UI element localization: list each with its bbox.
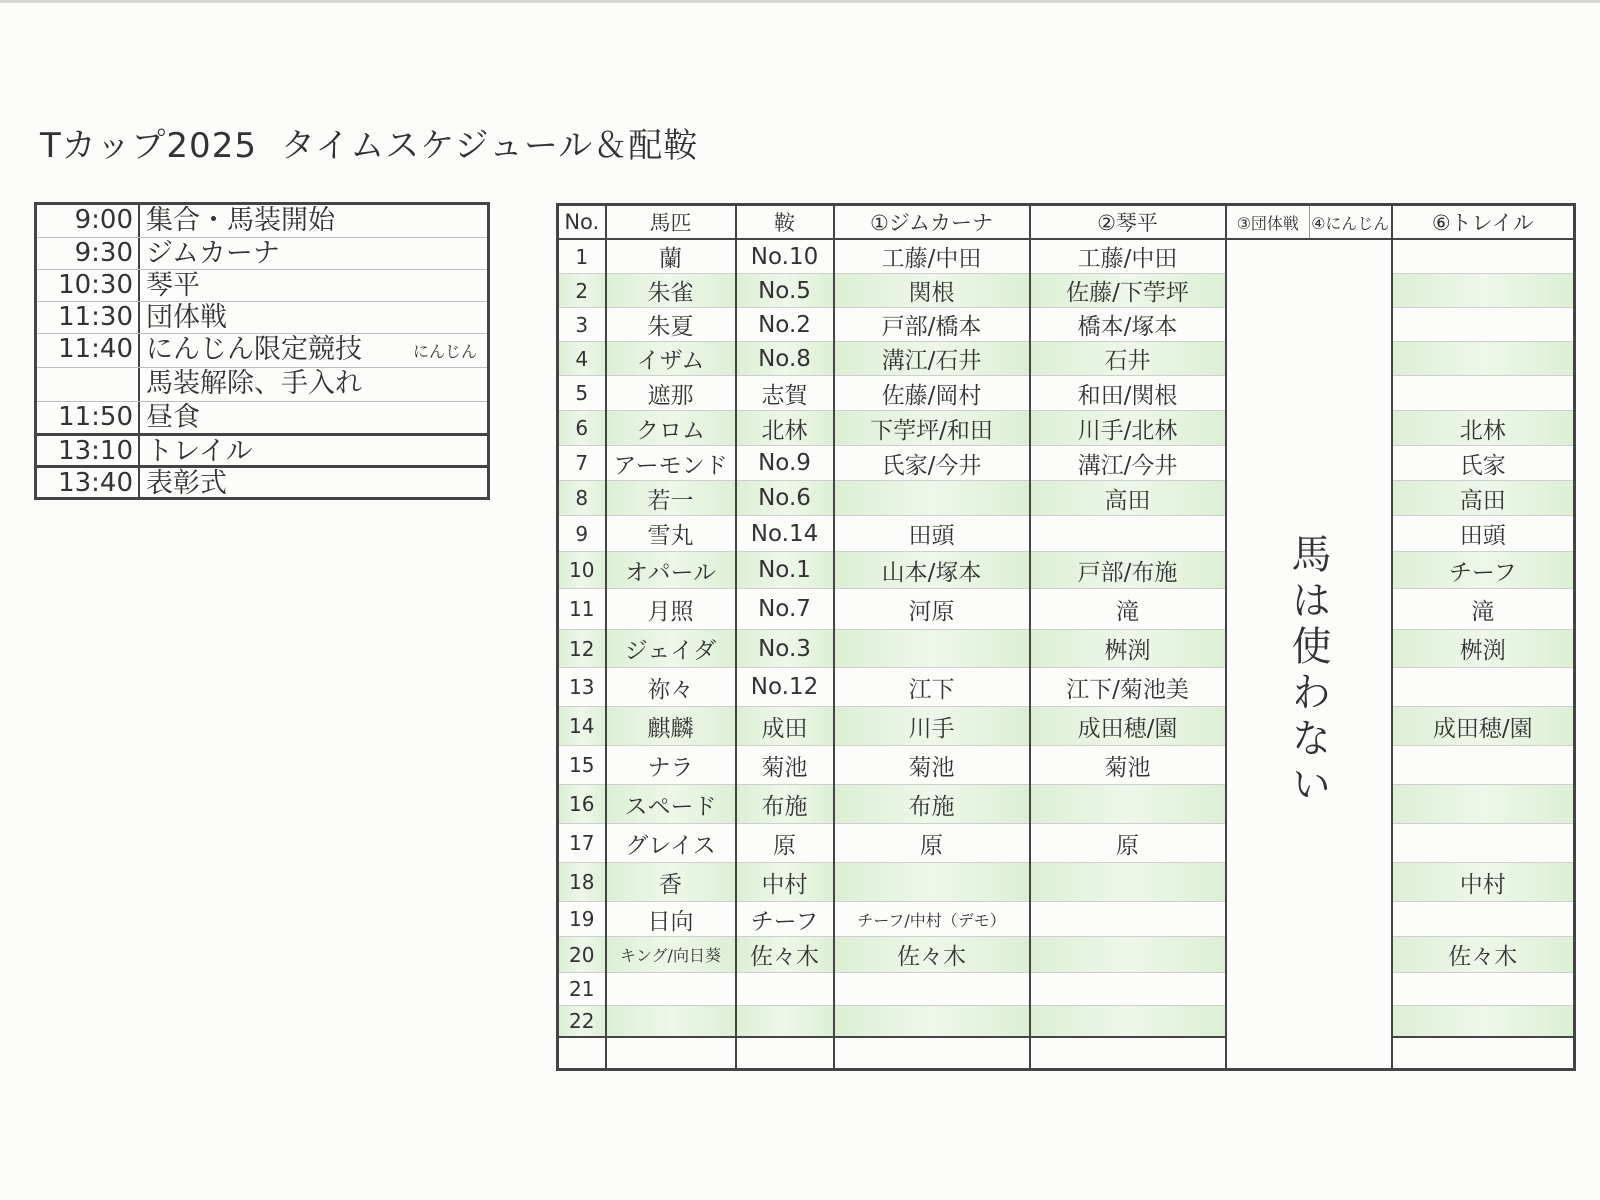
table-row xyxy=(558,707,1575,746)
cell-saddle: No.8 xyxy=(736,342,834,376)
cell-trail: 北林 xyxy=(1392,411,1575,446)
cell-no: 22 xyxy=(558,1006,606,1038)
cell-gymkhana: 田頭 xyxy=(834,516,1030,552)
cell-kotohira: 成田穂/園 xyxy=(1030,707,1226,746)
cell-trail xyxy=(1392,785,1575,824)
cell-saddle: チーフ xyxy=(736,902,834,937)
cell-no: 7 xyxy=(558,446,606,481)
cell-kotohira xyxy=(1030,1006,1226,1038)
schedule-row xyxy=(37,433,487,465)
cell-no: 15 xyxy=(558,746,606,785)
schedule-time: 10:30 xyxy=(37,270,140,301)
cell-saddle: No.6 xyxy=(736,481,834,516)
cell-trail: 桝渕 xyxy=(1392,630,1575,668)
table-row xyxy=(558,342,1575,376)
cell-gymkhana: 佐々木 xyxy=(834,937,1030,973)
cell-kotohira: 滝 xyxy=(1030,589,1226,630)
cell-kotohira: 菊池 xyxy=(1030,746,1226,785)
schedule-note: にんじん xyxy=(412,342,477,361)
cell-gymkhana: 山本/塚本 xyxy=(834,552,1030,589)
cell-gymkhana: 溝江/石井 xyxy=(834,342,1030,376)
table-row xyxy=(558,481,1575,516)
cell-no: 5 xyxy=(558,376,606,411)
cell-trail xyxy=(1392,1006,1575,1038)
cell-horse: アーモンド xyxy=(606,446,736,481)
cell-trail xyxy=(1392,376,1575,411)
table-row-empty xyxy=(558,1037,1575,1070)
cell-no: 11 xyxy=(558,589,606,630)
cell-no: 14 xyxy=(558,707,606,746)
cell-no: 1 xyxy=(558,239,606,274)
table-row xyxy=(558,552,1575,589)
table-row xyxy=(558,785,1575,824)
cell-gymkhana: 関根 xyxy=(834,274,1030,308)
cell-saddle: 成田 xyxy=(736,707,834,746)
cell-no: 17 xyxy=(558,824,606,863)
table-row xyxy=(558,274,1575,308)
schedule-row xyxy=(37,367,487,401)
cell-horse: グレイス xyxy=(606,824,736,863)
schedule-row xyxy=(37,401,487,433)
cell-saddle: 中村 xyxy=(736,863,834,902)
cell-kotohira: 橋本/塚本 xyxy=(1030,308,1226,342)
cell-trail xyxy=(1392,902,1575,937)
cell-horse: 日向 xyxy=(606,902,736,937)
empty-cell xyxy=(1392,1037,1575,1070)
cell-horse: オパール xyxy=(606,552,736,589)
cell-gymkhana xyxy=(834,630,1030,668)
cell-horse xyxy=(606,973,736,1006)
schedule-event: 琴平 xyxy=(146,270,200,301)
cell-saddle: No.12 xyxy=(736,668,834,707)
cell-trail: 氏家 xyxy=(1392,446,1575,481)
schedule-time: 11:50 xyxy=(37,402,140,433)
table-row xyxy=(558,973,1575,1006)
cell-gymkhana: 戸部/橋本 xyxy=(834,308,1030,342)
scan-edge xyxy=(0,0,1600,3)
schedule-event: 団体戦 xyxy=(146,302,227,333)
cell-kotohira: 溝江/今井 xyxy=(1030,446,1226,481)
cell-kotohira xyxy=(1030,902,1226,937)
cell-horse: イザム xyxy=(606,342,736,376)
cell-no: 6 xyxy=(558,411,606,446)
header-kotohira: ②琴平 xyxy=(1030,205,1226,240)
cell-trail: チーフ xyxy=(1392,552,1575,589)
cell-gymkhana: チーフ/中村（デモ） xyxy=(834,902,1030,937)
cell-horse: ナラ xyxy=(606,746,736,785)
cell-kotohira: 戸部/布施 xyxy=(1030,552,1226,589)
cell-kotohira: 原 xyxy=(1030,824,1226,863)
cell-saddle xyxy=(736,973,834,1006)
schedule-event: 集合・馬装開始 xyxy=(146,205,335,236)
cell-kotohira: 佐藤/下荢坪 xyxy=(1030,274,1226,308)
cell-gymkhana: 江下 xyxy=(834,668,1030,707)
no-horse-note: 馬は使わない xyxy=(1285,533,1331,809)
table-row xyxy=(558,630,1575,668)
table-row xyxy=(558,516,1575,552)
cell-kotohira: 川手/北林 xyxy=(1030,411,1226,446)
table-row xyxy=(558,239,1575,274)
table-row xyxy=(558,824,1575,863)
schedule-time: 13:40 xyxy=(37,468,140,497)
cell-horse: 麒麟 xyxy=(606,707,736,746)
cell-gymkhana xyxy=(834,1006,1030,1038)
cell-saddle: No.5 xyxy=(736,274,834,308)
cell-gymkhana: 河原 xyxy=(834,589,1030,630)
cell-trail: 佐々木 xyxy=(1392,937,1575,973)
cell-saddle: 北林 xyxy=(736,411,834,446)
schedule-row xyxy=(37,465,487,497)
cell-trail: 成田穂/園 xyxy=(1392,707,1575,746)
table-header-row xyxy=(558,205,1575,240)
cell-no: 4 xyxy=(558,342,606,376)
cell-horse: ジェイダ xyxy=(606,630,736,668)
cell-gymkhana: 布施 xyxy=(834,785,1030,824)
header-carrot: ④にんじん xyxy=(1310,205,1392,240)
title-subtitle: タイムスケジュール＆配鞍 xyxy=(280,126,699,166)
schedule-event: トレイル xyxy=(146,436,253,467)
cell-saddle: No.7 xyxy=(736,589,834,630)
schedule-row xyxy=(37,333,487,367)
table-row xyxy=(558,446,1575,481)
cell-saddle: No.10 xyxy=(736,239,834,274)
cell-kotohira xyxy=(1030,973,1226,1006)
cell-saddle: 志賀 xyxy=(736,376,834,411)
schedule-event: 表彰式 xyxy=(146,468,227,499)
cell-horse: 香 xyxy=(606,863,736,902)
table-row xyxy=(558,863,1575,902)
cell-gymkhana xyxy=(834,863,1030,902)
cell-saddle: No.2 xyxy=(736,308,834,342)
cell-gymkhana: 菊池 xyxy=(834,746,1030,785)
cell-trail: 中村 xyxy=(1392,863,1575,902)
cell-saddle: No.14 xyxy=(736,516,834,552)
empty-cell xyxy=(558,1037,606,1070)
cell-saddle: No.9 xyxy=(736,446,834,481)
cell-horse: 朱雀 xyxy=(606,274,736,308)
cell-no: 21 xyxy=(558,973,606,1006)
table-row xyxy=(558,376,1575,411)
cell-horse: 祢々 xyxy=(606,668,736,707)
cell-saddle: 菊池 xyxy=(736,746,834,785)
schedule-row xyxy=(37,269,487,301)
schedule-time xyxy=(37,368,140,401)
cell-saddle: No.1 xyxy=(736,552,834,589)
schedule-row xyxy=(37,205,487,237)
schedule-time: 9:00 xyxy=(37,205,140,237)
table-row xyxy=(558,668,1575,707)
cell-trail: 滝 xyxy=(1392,589,1575,630)
header-trail: ⑥トレイル xyxy=(1392,205,1575,240)
cell-no: 10 xyxy=(558,552,606,589)
cell-gymkhana xyxy=(834,481,1030,516)
schedule-event: 昼食 xyxy=(146,402,200,433)
schedule-event: にんじん限定競技 xyxy=(146,334,362,365)
cell-no: 3 xyxy=(558,308,606,342)
header-gymkhana: ①ジムカーナ xyxy=(834,205,1030,240)
cell-horse: 月照 xyxy=(606,589,736,630)
cell-no: 13 xyxy=(558,668,606,707)
time-schedule xyxy=(34,202,490,500)
cell-horse: クロム xyxy=(606,411,736,446)
table-row xyxy=(558,1006,1575,1038)
cell-no: 20 xyxy=(558,937,606,973)
cell-trail xyxy=(1392,274,1575,308)
cell-trail xyxy=(1392,342,1575,376)
empty-cell xyxy=(1030,1037,1226,1070)
cell-no: 19 xyxy=(558,902,606,937)
cell-trail xyxy=(1392,308,1575,342)
cell-gymkhana: 下荢坪/和田 xyxy=(834,411,1030,446)
empty-cell xyxy=(736,1037,834,1070)
cell-gymkhana: 氏家/今井 xyxy=(834,446,1030,481)
cell-no: 9 xyxy=(558,516,606,552)
cell-horse: 遮那 xyxy=(606,376,736,411)
empty-cell xyxy=(834,1037,1030,1070)
cell-horse: 朱夏 xyxy=(606,308,736,342)
schedule-time: 11:40 xyxy=(37,334,140,367)
cell-trail xyxy=(1392,668,1575,707)
cell-kotohira: 工藤/中田 xyxy=(1030,239,1226,274)
schedule-time: 13:10 xyxy=(37,436,140,465)
schedule-time: 9:30 xyxy=(37,238,140,269)
cell-horse: 蘭 xyxy=(606,239,736,274)
schedule-row xyxy=(37,237,487,269)
cell-trail xyxy=(1392,973,1575,1006)
schedule-event: 馬装解除、手入れ xyxy=(146,368,362,399)
cell-gymkhana: 工藤/中田 xyxy=(834,239,1030,274)
cell-saddle: 布施 xyxy=(736,785,834,824)
cell-horse: 雪丸 xyxy=(606,516,736,552)
cell-no: 12 xyxy=(558,630,606,668)
cell-no: 16 xyxy=(558,785,606,824)
table-row xyxy=(558,902,1575,937)
cell-kotohira xyxy=(1030,516,1226,552)
page-title xyxy=(40,118,698,167)
cell-horse: 若一 xyxy=(606,481,736,516)
cell-kotohira: 石井 xyxy=(1030,342,1226,376)
cell-trail xyxy=(1392,824,1575,863)
empty-cell xyxy=(606,1037,736,1070)
header-no: No. xyxy=(558,205,606,240)
cell-trail: 田頭 xyxy=(1392,516,1575,552)
cell-horse xyxy=(606,1006,736,1038)
cell-kotohira xyxy=(1030,863,1226,902)
schedule-time: 11:30 xyxy=(37,302,140,333)
cell-trail: 高田 xyxy=(1392,481,1575,516)
cell-kotohira: 和田/関根 xyxy=(1030,376,1226,411)
header-saddle: 鞍 xyxy=(736,205,834,240)
table-row xyxy=(558,746,1575,785)
table-row xyxy=(558,937,1575,973)
cell-no: 8 xyxy=(558,481,606,516)
cell-saddle: 原 xyxy=(736,824,834,863)
header-horse: 馬匹 xyxy=(606,205,736,240)
cell-kotohira: 桝渕 xyxy=(1030,630,1226,668)
merged-team-carrot-cell xyxy=(1226,239,1392,1070)
table-row xyxy=(558,589,1575,630)
cell-horse: キング/向日葵 xyxy=(606,937,736,973)
cell-gymkhana: 川手 xyxy=(834,707,1030,746)
cell-kotohira: 江下/菊池美 xyxy=(1030,668,1226,707)
cell-kotohira xyxy=(1030,937,1226,973)
cell-no: 2 xyxy=(558,274,606,308)
cell-kotohira: 高田 xyxy=(1030,481,1226,516)
cell-gymkhana xyxy=(834,973,1030,1006)
cell-gymkhana: 佐藤/岡村 xyxy=(834,376,1030,411)
cell-horse: スペード xyxy=(606,785,736,824)
cell-trail xyxy=(1392,239,1575,274)
cell-saddle: 佐々木 xyxy=(736,937,834,973)
cell-saddle xyxy=(736,1006,834,1038)
schedule-event: ジムカーナ xyxy=(146,238,280,269)
table-row xyxy=(558,411,1575,446)
schedule-row xyxy=(37,301,487,333)
cell-kotohira xyxy=(1030,785,1226,824)
title-event-name: Tカップ2025 xyxy=(40,126,257,166)
table-row xyxy=(558,308,1575,342)
cell-gymkhana: 原 xyxy=(834,824,1030,863)
cell-saddle: No.3 xyxy=(736,630,834,668)
header-team: ③団体戦 xyxy=(1226,205,1310,240)
assignment-table xyxy=(556,203,1576,1071)
cell-trail xyxy=(1392,746,1575,785)
cell-no: 18 xyxy=(558,863,606,902)
